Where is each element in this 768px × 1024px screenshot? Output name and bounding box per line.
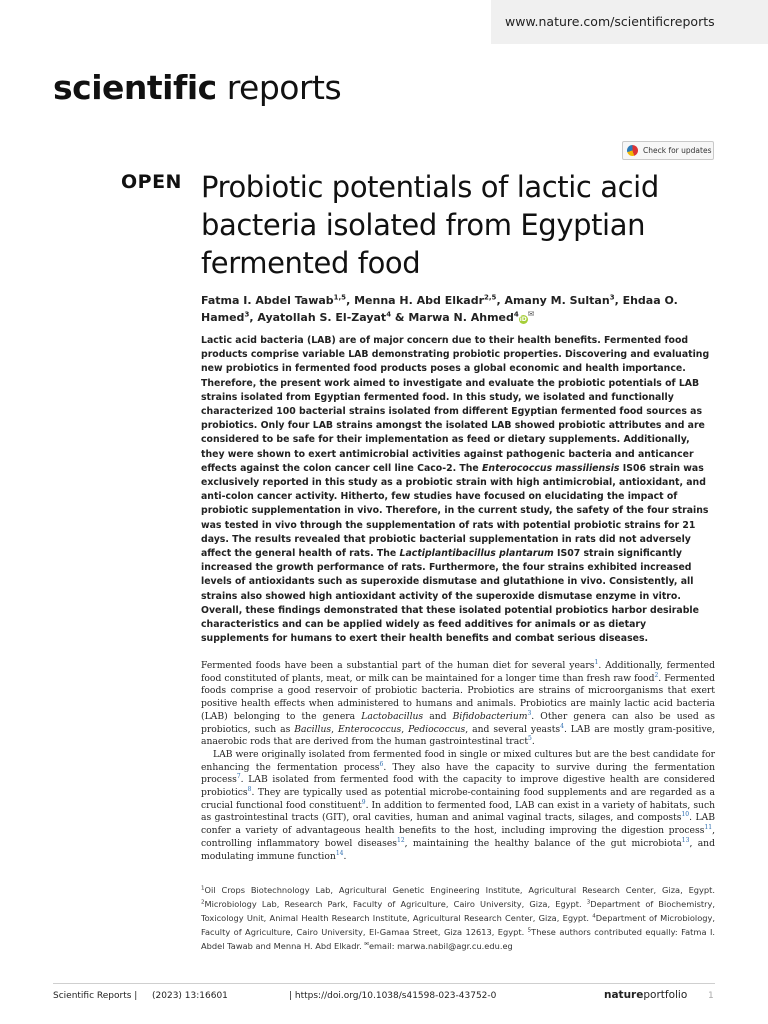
open-access-label: OPEN bbox=[121, 171, 182, 193]
body-text-run: . bbox=[531, 736, 535, 748]
abstract-text-run: Lactic acid bacteria (LAB) are of major concern due to their health benefits. Fermented food products comprise variable LAB demonstrating probiotic properties. Discovering and evaluating new probiotics in fermented food products poses a global economic and health importance. Therefore, the present work aimed to investigate and evaluate the probiotic potentials of LAB strains isolated from Egyptian fermented food. In this study, we isolated and functionally characterized 100 bacterial strains isolated from different Egyptian fermented food sources as probiotics. Only four LAB strains amongst the isolated LAB showed probiotic attributes and are considered to be safe for their implementation as feed or dietary supplements. Additionally, they were shown to exert antimicrobial activities against pathogenic bacteria and anticancer effects against the colon cancer cell line Caco-2. The bbox=[201, 335, 710, 474]
abstract-text-run: IS07 strain significantly increased the growth performance of rats. Furthermore, the four strains exhibited increased levels of antioxidants such as superoxide dismutase and glutathione in vivo. Consistently, all strains also showed high antioxidant activity of the superoxide dismutase enzyme in vitro. Overall, these findings demonstrated that these isolated potential probiotics harbor desirable characteristics and can be applied widely as feed additives for animals or as dietary supplements for humans to exert their health benefits and combat serious diseases. bbox=[201, 548, 699, 645]
body-text-run: . LAB isolated from fermented food with the capacity to improve digestive health are considered probiotics bbox=[201, 774, 715, 799]
author-affiliation-sup: 4 bbox=[386, 310, 392, 319]
logo-light-part: reports bbox=[216, 68, 342, 107]
abstract-italic-term: Lactiplantibacillus plantarum bbox=[399, 548, 554, 560]
citation-ref-sup[interactable]: 6 bbox=[379, 760, 384, 768]
author-affiliation-sup: 2,5 bbox=[484, 293, 497, 302]
logo-bold-part: scientific bbox=[53, 68, 217, 107]
body-paragraph bbox=[201, 660, 715, 749]
page-number: 1 bbox=[708, 991, 714, 1001]
author-list bbox=[201, 292, 721, 326]
orcid-icon[interactable]: iD bbox=[519, 316, 527, 323]
affil-ref-sup[interactable]: 1 bbox=[201, 885, 205, 892]
affil-ref-sup[interactable]: 4 bbox=[592, 913, 596, 920]
body-text-run: , maintaining the healthy balance of the gut microbiota bbox=[404, 837, 682, 849]
body-text-run: , bbox=[401, 723, 409, 735]
author-separator: , bbox=[614, 294, 623, 307]
body-text-run: . LAB are mostly gram-positive, anaerobic rods that are derived from the human gastrointestinal tract bbox=[201, 723, 715, 748]
body-text-run: and bbox=[423, 710, 453, 722]
author-name[interactable]: Ayatollah S. El-Zayat bbox=[257, 311, 387, 324]
check-for-updates-button[interactable] bbox=[622, 141, 714, 160]
author-separator: , bbox=[346, 294, 355, 307]
affil-text-run: Department of Microbiology, Faculty of Agriculture, Cairo University, El-Gamaa Street, Giza 12613, Egypt. bbox=[201, 913, 716, 937]
crossmark-icon bbox=[627, 145, 638, 156]
article-title: Probiotic potentials of lactic acid bacteria isolated from Egyptian fermented food bbox=[201, 170, 659, 280]
citation-ref-sup[interactable]: 10 bbox=[681, 811, 690, 819]
italic-genus: Lactobacillus bbox=[361, 710, 424, 722]
author-separator: , bbox=[249, 311, 258, 324]
affil-text-run: These authors contributed equally: Fatma I. Abdel Tawab and Menna H. Abd Elkadr. bbox=[201, 927, 715, 951]
author-name[interactable]: Fatma I. Abdel Tawab bbox=[201, 294, 334, 307]
affil-text-run: email: marwa.nabil@agr.cu.edu.eg bbox=[368, 941, 513, 951]
body-text-run: . They are typically used as potential microbe-containing food supplements and are regarded as a crucial functional food constituent bbox=[201, 787, 715, 811]
citation-ref-sup[interactable]: 3 bbox=[527, 709, 532, 717]
body-text-run: , and modulating immune function bbox=[201, 837, 715, 862]
affil-text-run: Microbiology Lab, Research Park, Faculty of Agriculture, Cairo University, Giza, Egypt. bbox=[204, 899, 587, 909]
affiliations bbox=[201, 883, 715, 953]
body-text-run: . bbox=[343, 850, 347, 862]
intro-body bbox=[201, 660, 715, 863]
body-text-run: . Fermented foods comprise a good reservoir of probiotic bacteria. Probiotics are strains of microorganisms that exert positive health effects when administered to humans and animals. Probiotics are mainly lactic acid bacteria (LAB) belonging to the genera bbox=[201, 672, 715, 722]
citation-ref-sup[interactable]: 7 bbox=[236, 773, 241, 781]
abstract bbox=[201, 334, 715, 646]
affil-text-run: Department of Biochemistry, Toxicology Unit, Animal Health Research Institute, Agricultural Research Center, Giza, Egypt. bbox=[201, 899, 715, 923]
journal-logo[interactable] bbox=[53, 66, 341, 110]
affil-ref-sup[interactable]: 2 bbox=[201, 899, 205, 906]
footer-doi-link[interactable]: | https://doi.org/10.1038/s41598-023-43752-0 bbox=[289, 991, 497, 1001]
citation-ref-sup[interactable]: 8 bbox=[247, 785, 252, 793]
body-text-run: . LAB confer a variety of advantageous health benefits to the host, including improving the digestion process bbox=[201, 812, 715, 837]
author-affiliation-sup: 4 bbox=[513, 310, 519, 319]
body-text-run: . In addition to fermented food, LAB can exist in a variety of habitats, such as gastrointestinal tracts (GIT), oral cavities, human and animal vaginal tracts, silages, and composts bbox=[201, 799, 716, 824]
abstract-text-run: IS06 strain was exclusively reported in this study as a probiotic strain with high antimicrobial, antioxidant, and anti-colon cancer activity. Hitherto, few studies have focused on elucidating the impact of probiotic supplementation in vivo. Therefore, in the current study, the safety of the four strains was tested in vivo through the supplementation of rats with potential probiotic strains for 21 days. The results revealed that probiotic bacterial supplementation in rats did not adversely affect the general health of rats. The bbox=[201, 462, 709, 560]
citation-ref-sup[interactable]: 4 bbox=[560, 722, 564, 730]
italic-genus: Bacillus bbox=[294, 723, 332, 735]
author-separator: & bbox=[391, 311, 409, 324]
body-text-run: . Additionally, fermented food constituted of plants, meat, or milk can be maintained for a longer time than fresh raw food bbox=[201, 660, 715, 684]
author-name[interactable]: Amany M. Sultan bbox=[504, 294, 610, 307]
author-name[interactable]: Ehdaa O. Hamed bbox=[201, 294, 678, 324]
abstract-italic-term: Enterococcus massiliensis bbox=[482, 462, 620, 474]
body-text-run: , controlling inflammatory bowel diseases bbox=[201, 825, 715, 849]
italic-genus: Pediococcus bbox=[408, 723, 466, 735]
author-affiliation-sup: 3 bbox=[244, 310, 250, 319]
citation-ref-sup[interactable]: 2 bbox=[654, 671, 659, 679]
footer-journal: Scientific Reports | bbox=[53, 991, 138, 1001]
publisher-light: portfolio bbox=[643, 989, 688, 1001]
publisher-bold: nature bbox=[604, 989, 644, 1001]
author-affiliation-sup: 1,5 bbox=[333, 293, 347, 302]
footer-divider bbox=[53, 983, 715, 984]
site-url-link[interactable]: www.nature.com/scientificreports bbox=[491, 0, 768, 44]
italic-genus: Enterococcus bbox=[337, 723, 402, 735]
citation-ref-sup[interactable]: 13 bbox=[681, 836, 690, 844]
author-name[interactable]: Marwa N. Ahmed bbox=[408, 311, 514, 324]
author-separator: , bbox=[496, 294, 505, 307]
body-text-run: . Other genera can also be used as probiotics, such as bbox=[201, 710, 716, 735]
citation-ref-sup[interactable]: 11 bbox=[704, 824, 713, 832]
citation-ref-sup[interactable]: 14 bbox=[335, 849, 344, 857]
author-name[interactable]: Menna H. Abd Elkadr bbox=[354, 294, 485, 307]
check-for-updates-label: Check for updates bbox=[643, 146, 712, 155]
footer-volume: (2023) 13:16601 bbox=[152, 991, 228, 1001]
body-text-run: Fermented foods have been a substantial part of the human diet for several years bbox=[201, 660, 595, 671]
citation-ref-sup[interactable]: 12 bbox=[397, 836, 405, 844]
body-text-run: . They also have the capacity to survive during the fermentation process bbox=[201, 761, 715, 786]
affil-ref-sup[interactable]: ✉ bbox=[364, 941, 369, 948]
footer-publisher-logo bbox=[604, 989, 687, 1001]
body-paragraph bbox=[201, 749, 715, 863]
citation-ref-sup[interactable]: 9 bbox=[361, 798, 366, 806]
author-affiliation-sup: 3 bbox=[609, 293, 615, 302]
affil-text-run: Oil Crops Biotechnology Lab, Agricultural Genetic Engineering Institute, Agricultural Research Center, Giza, Egypt. bbox=[204, 885, 715, 895]
citation-ref-sup[interactable]: 1 bbox=[594, 658, 599, 666]
body-text-run: , bbox=[331, 723, 338, 735]
italic-genus: Bifidobacterium bbox=[452, 710, 528, 722]
affil-ref-sup[interactable]: 5 bbox=[527, 927, 532, 934]
affil-ref-sup[interactable]: 3 bbox=[586, 899, 591, 906]
mail-icon[interactable]: ✉ bbox=[527, 309, 535, 319]
body-text-run: LAB were originally isolated from fermented food in single or mixed cultures but are the best candidate for enhancing the fermentation process bbox=[201, 748, 715, 773]
body-text-run: , and several yeasts bbox=[465, 723, 561, 735]
citation-ref-sup[interactable]: 5 bbox=[528, 735, 532, 743]
